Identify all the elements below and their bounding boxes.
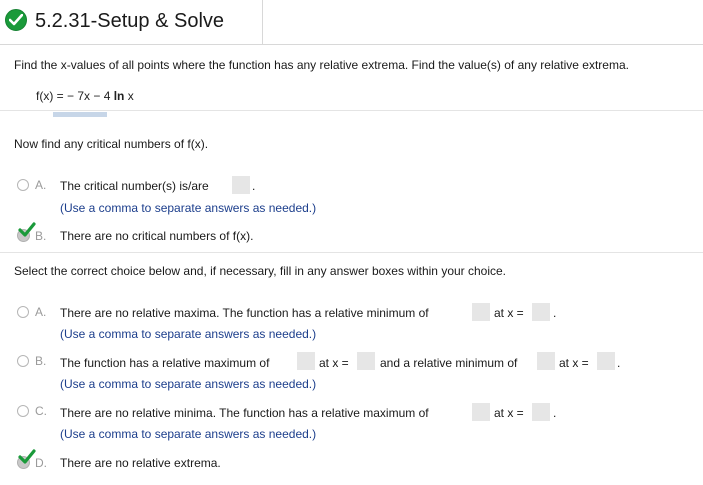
function-rhs: x: [124, 89, 134, 103]
relative-minimum-x-input[interactable]: [532, 303, 550, 321]
part1-choice-a-letter: A.: [35, 178, 47, 192]
part2-choice-c-end: .: [553, 406, 557, 420]
part2-choice-b-hint: (Use a comma to separate answers as needed.): [60, 377, 317, 391]
part2-choice-b-at1: at x =: [319, 356, 349, 370]
correct-check-icon: [18, 449, 36, 465]
relative-maximum-value-input[interactable]: [297, 352, 315, 370]
header-divider: [0, 44, 703, 45]
part1-choice-a-end: .: [252, 179, 256, 193]
part1-choice-b-text: There are no critical numbers of f(x).: [60, 229, 254, 243]
part2-choice-b-radio[interactable]: [17, 355, 29, 367]
function-ln: ln: [113, 89, 125, 103]
relative-maximum-x-input-c[interactable]: [532, 403, 550, 421]
part-divider: [0, 252, 703, 253]
relative-maximum-value-input-c[interactable]: [472, 403, 490, 421]
part2-choice-b-mid: and a relative minimum of: [380, 356, 518, 370]
part1-choice-a-radio[interactable]: [17, 179, 29, 191]
part2-choice-a-letter: A.: [35, 305, 47, 319]
part2-choice-b-at2: at x =: [559, 356, 589, 370]
part1-prompt: Now find any critical numbers of f(x).: [14, 137, 209, 151]
part2-prompt: Select the correct choice below and, if necessary, fill in any answer boxes within your choice.: [14, 264, 507, 278]
relative-minimum-value-input[interactable]: [472, 303, 490, 321]
function-lhs: f(x) =: [36, 89, 68, 103]
function-mid: − 7x − 4: [67, 89, 114, 103]
function-underline: [53, 112, 107, 117]
part2-choice-a-radio[interactable]: [17, 306, 29, 318]
relative-maximum-x-input[interactable]: [357, 352, 375, 370]
part2-choice-a-text: There are no relative maxima. The function has a relative minimum of: [60, 306, 429, 320]
part2-choice-b-end: .: [617, 356, 621, 370]
relative-minimum-x-input-b[interactable]: [597, 352, 615, 370]
function-expression: [36, 89, 134, 103]
part2-choice-a-end: .: [553, 306, 557, 320]
part1-choice-b-letter: B.: [35, 229, 47, 243]
prompt-divider: [0, 110, 703, 111]
critical-number-input[interactable]: [232, 176, 250, 194]
question-prompt: Find the x-values of all points where the function has any relative extrema. Find the value(s) of any relative extrema.: [14, 58, 629, 72]
check-circle-icon: [5, 9, 27, 31]
relative-minimum-value-input-b[interactable]: [537, 352, 555, 370]
part1-choice-a-hint: (Use a comma to separate answers as needed.): [60, 201, 317, 215]
question-title: 5.2.31-Setup & Solve: [35, 10, 225, 32]
part2-choice-c-letter: C.: [35, 404, 47, 418]
part2-choice-b-text: The function has a relative maximum of: [60, 356, 270, 370]
part2-choice-c-at: at x =: [494, 406, 524, 420]
correct-check-icon: [18, 222, 36, 238]
part2-choice-d-letter: D.: [35, 456, 47, 470]
part2-choice-d-text: There are no relative extrema.: [60, 456, 221, 470]
part2-choice-a-hint: (Use a comma to separate answers as needed.): [60, 327, 317, 341]
part1-choice-a-text: The critical number(s) is/are: [60, 179, 209, 193]
part2-choice-c-radio[interactable]: [17, 405, 29, 417]
part2-choice-b-letter: B.: [35, 354, 47, 368]
part2-choice-c-hint: (Use a comma to separate answers as needed.): [60, 427, 317, 441]
part2-choice-a-at: at x =: [494, 306, 524, 320]
question-header: [0, 0, 263, 44]
part2-choice-c-text: There are no relative minima. The function has a relative maximum of: [60, 406, 429, 420]
